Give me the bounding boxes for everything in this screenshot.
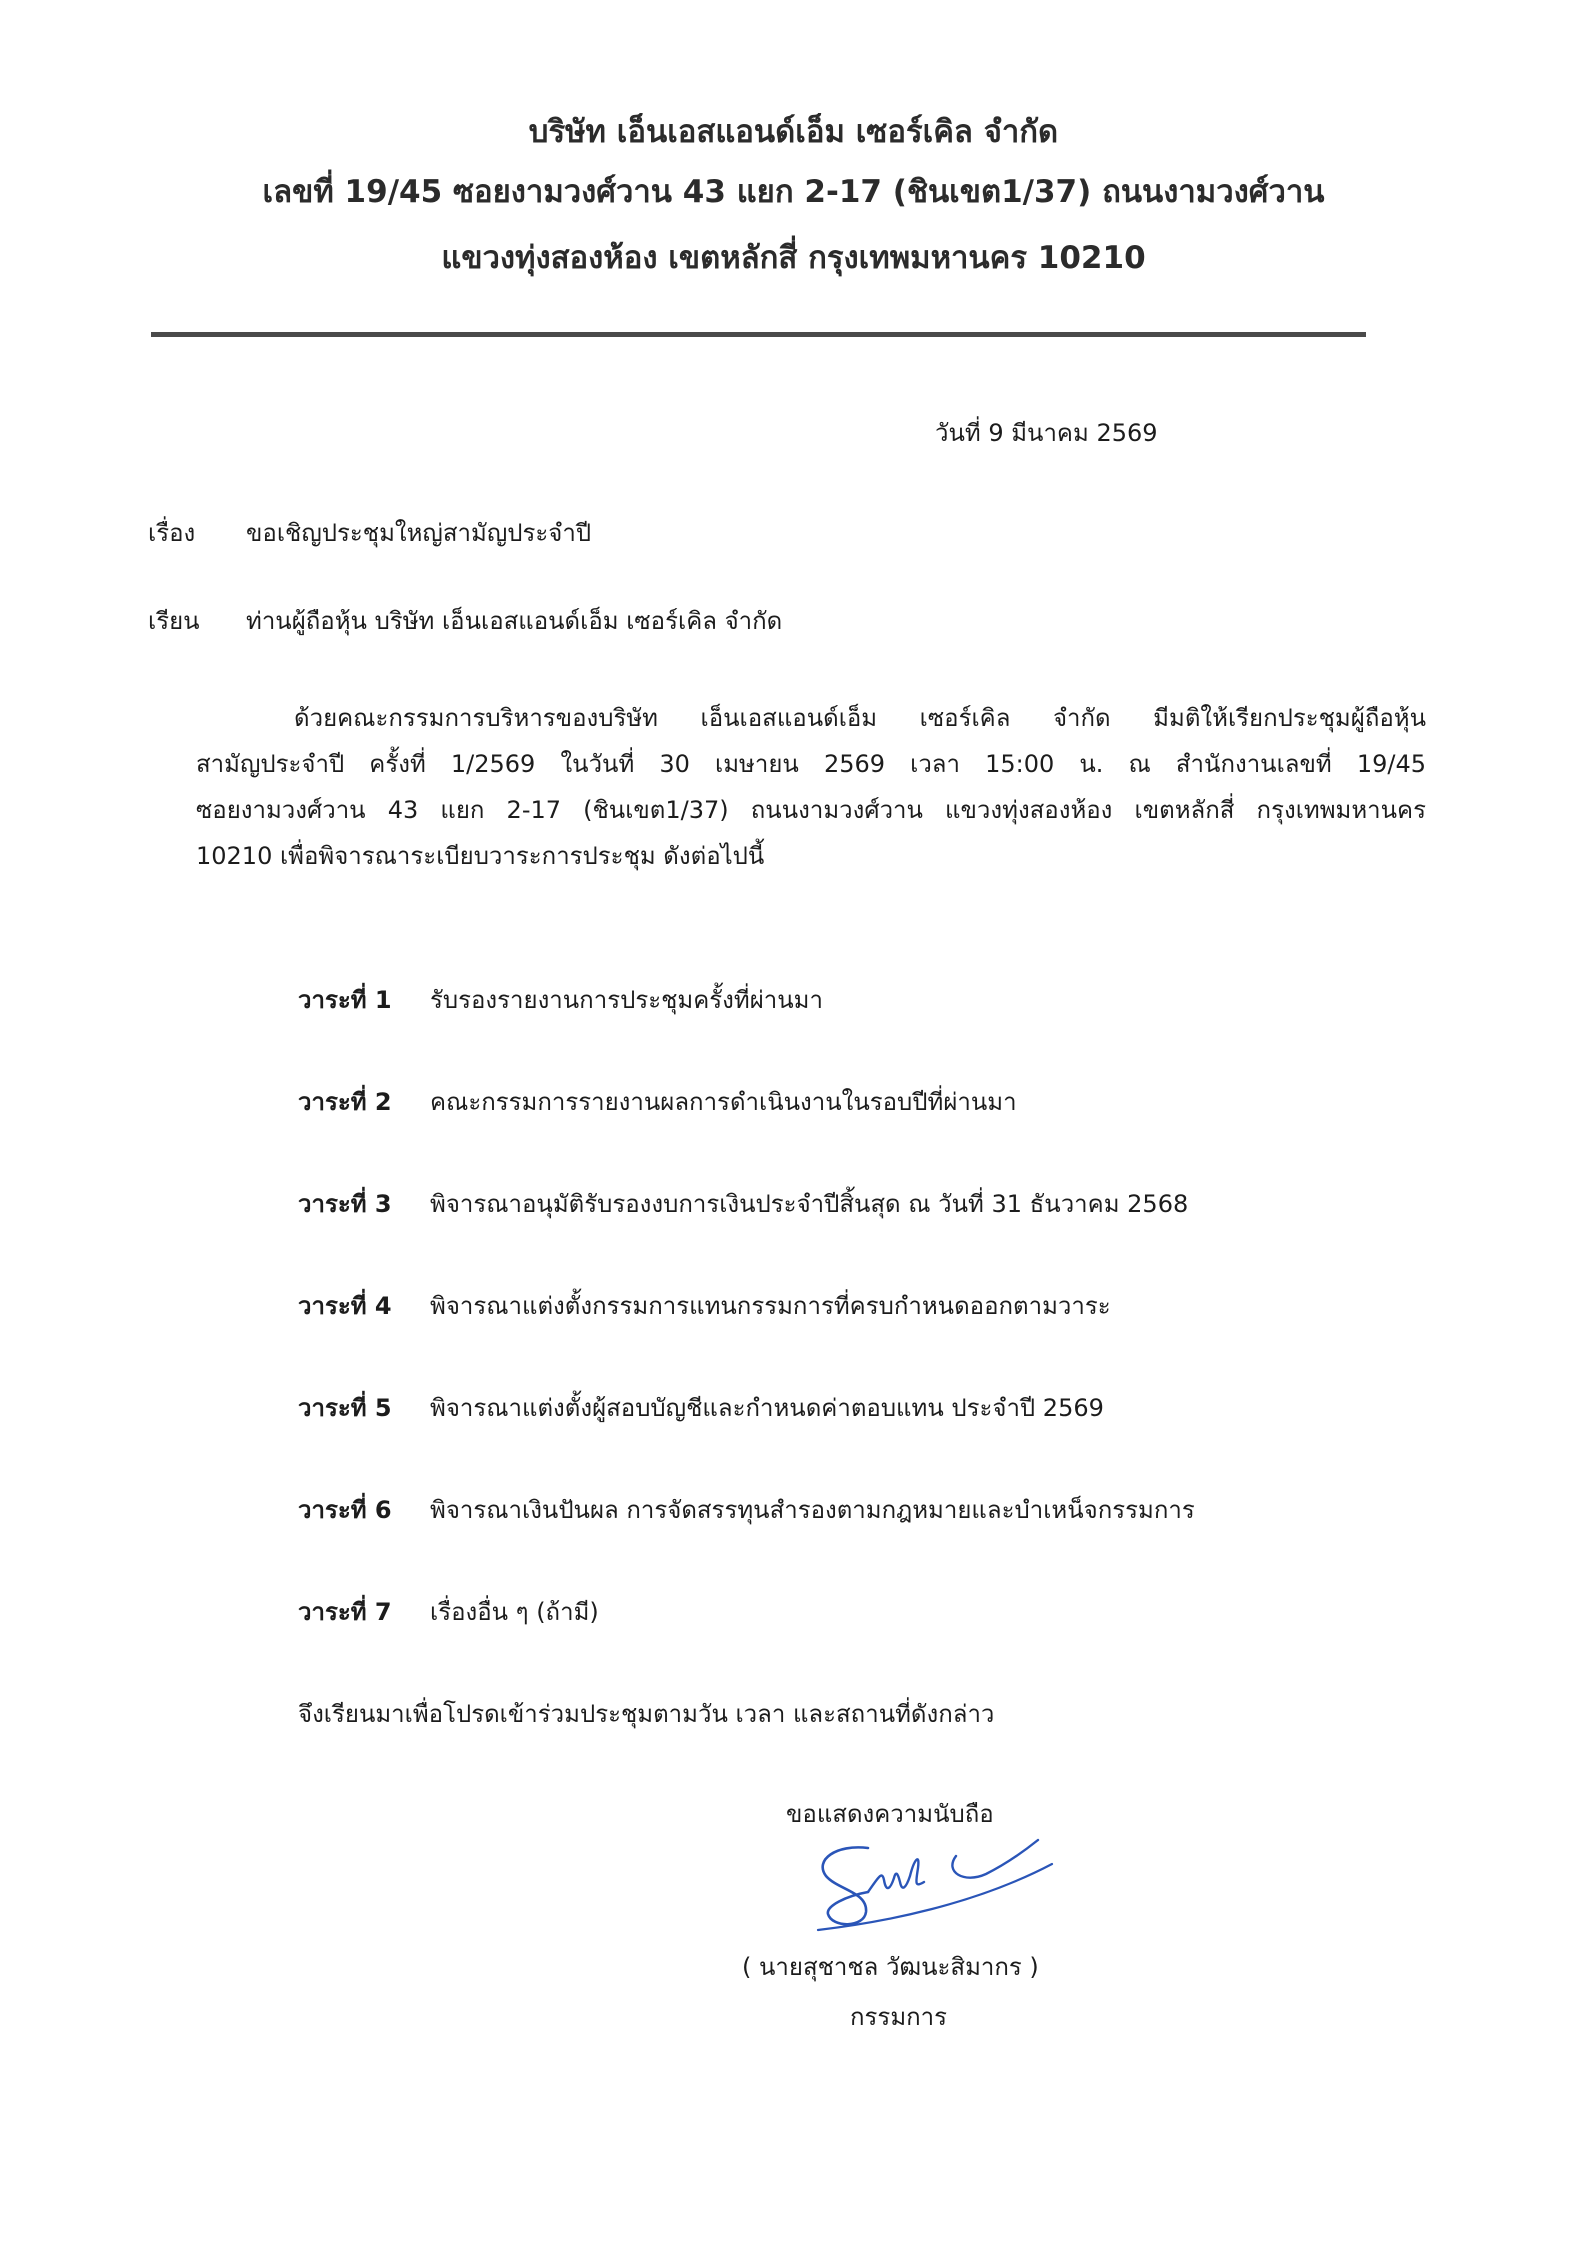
agenda-text: พิจารณาอนุมัติรับรองงบการเงินประจำปีสิ้นสุด ณ วันที่ 31 ธันวาคม 2568 (430, 1190, 1189, 1218)
agenda-label: วาระที่ 3 (298, 1190, 392, 1218)
letter-date: วันที่ 9 มีนาคม 2569 (935, 419, 1158, 447)
recipient-label: เรียน (148, 607, 200, 635)
recipient-text: ท่านผู้ถือหุ้น บริษัท เอ็นเอสแอนด์เอ็ม เซอร์เคิล จำกัด (246, 607, 783, 635)
body-line: 10210 เพื่อพิจารณาระเบียบวาระการประชุม ดังต่อไปนี้ (196, 842, 765, 870)
agenda-item-5 (298, 1388, 1104, 1428)
agenda-label: วาระที่ 1 (298, 986, 392, 1014)
agenda-text: พิจารณาแต่งตั้งกรรมการแทนกรรมการที่ครบกำหนดออกตามวาระ (430, 1292, 1111, 1320)
agenda-item-4 (298, 1286, 1111, 1326)
agenda-item-2 (298, 1082, 1017, 1122)
agenda-label: วาระที่ 2 (298, 1088, 392, 1116)
signature-mark (806, 1830, 1066, 1940)
agenda-item-3 (298, 1184, 1188, 1224)
subject-text: ขอเชิญประชุมใหญ่สามัญประจำปี (246, 519, 592, 547)
signer-name: ( นายสุชาชล วัฒนะสิมากร ) (742, 1953, 1039, 1981)
regards-text: ขอแสดงความนับถือ (786, 1800, 994, 1828)
letter-body (196, 695, 1426, 879)
agenda-text: พิจารณาแต่งตั้งผู้สอบบัญชีและกำหนดค่าตอบแทน ประจำปี 2569 (430, 1394, 1104, 1422)
company-address-line2: แขวงทุ่งสองห้อง เขตหลักสี่ กรุงเทพมหานคร 10210 (441, 240, 1146, 276)
agenda-label: วาระที่ 5 (298, 1394, 392, 1422)
agenda-label: วาระที่ 7 (298, 1598, 392, 1626)
header-divider (151, 332, 1366, 337)
body-line: สามัญประจำปี ครั้งที่ 1/2569 ในวันที่ 30 เมษายน 2569 เวลา 15:00 น. ณ สำนักงานเลขที่ 19/45 (196, 750, 1426, 778)
agenda-label: วาระที่ 6 (298, 1496, 392, 1524)
agenda-item-1 (298, 980, 823, 1020)
company-name: บริษัท เอ็นเอสแอนด์เอ็ม เซอร์เคิล จำกัด (528, 114, 1059, 150)
agenda-text: รับรองรายงานการประชุมครั้งที่ผ่านมา (430, 986, 823, 1014)
agenda-item-7 (298, 1592, 599, 1632)
body-line: ซอยงามวงศ์วาน 43 แยก 2-17 (ชินเขต1/37) ถนนงามวงศ์วาน แขวงทุ่งสองห้อง เขตหลักสี่ กรุงเทพมหานคร (196, 796, 1426, 824)
closing-sentence: จึงเรียนมาเพื่อโปรดเข้าร่วมประชุมตามวัน เวลา และสถานที่ดังกล่าว (298, 1700, 995, 1728)
signer-position: กรรมการ (850, 2003, 948, 2031)
agenda-text: เรื่องอื่น ๆ (ถ้ามี) (430, 1598, 599, 1626)
agenda-text: คณะกรรมการรายงานผลการดำเนินงานในรอบปีที่ผ่านมา (430, 1088, 1017, 1116)
agenda-label: วาระที่ 4 (298, 1292, 392, 1320)
agenda-text: พิจารณาเงินปันผล การจัดสรรทุนสำรองตามกฎหมายและบำเหน็จกรรมการ (430, 1496, 1195, 1524)
body-line: ด้วยคณะกรรมการบริหารของบริษัท เอ็นเอสแอนด์เอ็ม เซอร์เคิล จำกัด มีมติให้เรียกประชุมผู้ถือหุ้น (294, 704, 1426, 732)
company-address-line1: เลขที่ 19/45 ซอยงามวงศ์วาน 43 แยก 2-17 (ชินเขต1/37) ถนนงามวงศ์วาน (262, 174, 1325, 210)
agenda-item-6 (298, 1490, 1195, 1530)
subject-label: เรื่อง (148, 519, 196, 547)
